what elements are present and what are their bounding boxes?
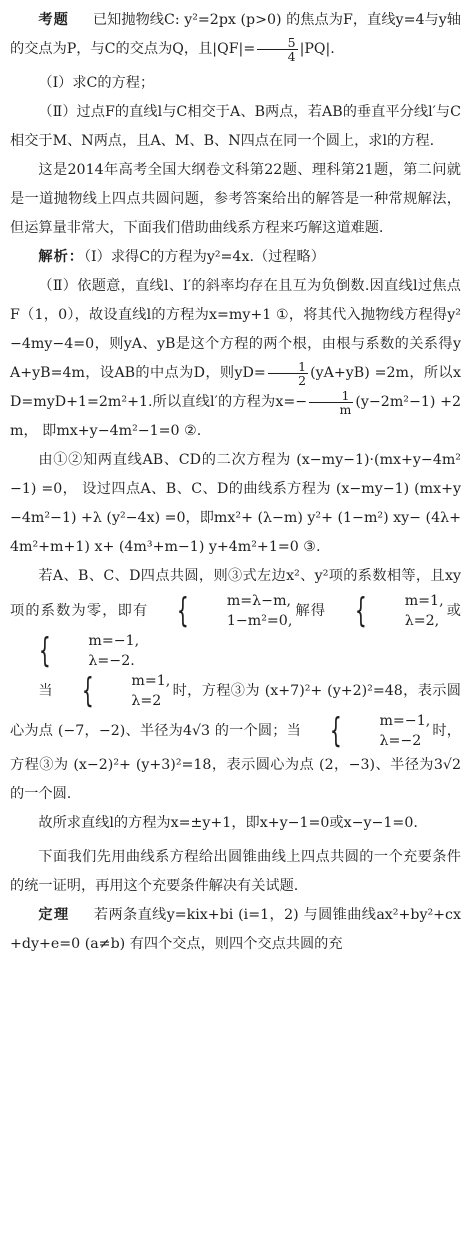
intro-paragraph: 这是2014年高考全国大纲卷文科第22题、理科第21题，第二问就是一道抛物线上四点共圆问题，参考答案给出的解答是一种常规解法，但运算量非常大，下面我们借助曲线系方程来巧解这道难题. xyxy=(10,162,461,236)
theorem-label: 定理 xyxy=(38,907,70,923)
solution-part-1: 解析：（Ⅰ）求得C的方程为y²=4x.（过程略） xyxy=(38,249,325,265)
exam-problem: 考题 已知抛物线C: y²=2px (p>0) 的焦点为F，直线y=4与y轴的交点为P，与C的交点为Q，且|QF|= $\frac{5}{4}$ |PQ|. xyxy=(10,12,461,64)
fraction-5-4: $\frac{5}{4}$ xyxy=(257,36,297,63)
case-system-2: { m=−1, λ=−2 xyxy=(329,711,431,751)
equation-system-1: { m=λ−m, 1−m²=0, xyxy=(177,591,293,631)
exam-label: 考题 xyxy=(38,12,69,28)
equation-system-3: { m=−1, λ=−2. xyxy=(38,631,140,671)
article xyxy=(10,0,461,959)
theorem-paragraph: 定理 若两条直线y=kix+bi (i=1，2) 与圆锥曲线ax²+by²+cx+dy+e=0 (a≠b) 有四个交点，则四个交点共圆的充 xyxy=(10,907,461,952)
solution-label: 解析： xyxy=(38,249,84,265)
question-part-2: （Ⅱ）过点F的直线l与C相交于A、B两点，若AB的垂直平分线l′与C相交于M、N两点，且A、M、B、N四点在同一个圆上，求l的方程. xyxy=(10,104,461,149)
fraction-one-over-m: $\frac{1}{m}$ xyxy=(309,389,353,416)
exam-text: 已知抛物线C: y²=2px (p>0) 的焦点为F，直线y=4与y轴的交点为P，与C的交点为Q，且|QF|= xyxy=(10,12,461,57)
equation-system-2: { m=1, λ=2, xyxy=(355,591,444,631)
circle-cases-paragraph: 当 { m=1, λ=2 时，方程③为 (x+7)²+ (y+2)²=48，表示圆心为点 (−7，−2)、半径为4√3 的一个圆；当 { m=−1, λ=−2 时，方程③为 (x−2)²+ (y+3)²=18，表示圆心为点 (2，−3)、半径为3√2 的一个圆. xyxy=(10,671,461,802)
solution-part-2: （Ⅱ）依题意，直线l、l′的斜率均存在且互为负倒数.因直线l过焦点F（1，0），故设直线l的方程为x=my+1 ①，将其代入抛物线方程得y²−4my−4=0，则yA、yB是这个方程的两个根，由根与系数的关系得yA+yB=4m，设AB的中点为D，则yD= $\frac{1}{2}$ (yA+yB) =2m，所以xD=myD+1=2m²+1.所以直线l′的方程为x=− $\frac{1}{m}$ (y−2m²−1) +2m， 即mx+y−4m²−1=0 ②. xyxy=(10,278,461,439)
case-system-1: { m=1, λ=2 xyxy=(81,671,171,711)
curve-family-paragraph: 由①②知两直线AB、CD的二次方程为 (x−my−1)·(mx+y−4m²−1) =0， 设过四点A、B、C、D的曲线系方程为 (x−my−1) (mx+y−4m²−1) +λ (y²−4x) =0，即mx²+ (λ−m) y²+ (1−m²) xy− (4λ+4m²+m+1) x+ (4m³+m−1) y+4m²+1=0 ③. xyxy=(10,452,461,555)
fraction-one-half: $\frac{1}{2}$ xyxy=(268,360,308,387)
concyclic-condition-paragraph: 若A、B、C、D四点共圆，则③式左边x²、y²项的系数相等，且xy项的系数为零，即有 { m=λ−m, 1−m²=0, 解得 { m=1, λ=2, 或 { m=−1, λ=−2. xyxy=(10,568,461,671)
question-part-1: （Ⅰ）求C的方程； xyxy=(38,75,155,91)
final-answer-paragraph: 故所求直线l的方程为x=±y+1，即x+y−1=0或x−y−1=0. xyxy=(38,815,418,831)
transition-paragraph: 下面我们先用曲线系方程给出圆锥曲线上四点共圆的一个充要条件的统一证明，再用这个充要条件解决有关试题. xyxy=(10,849,461,894)
